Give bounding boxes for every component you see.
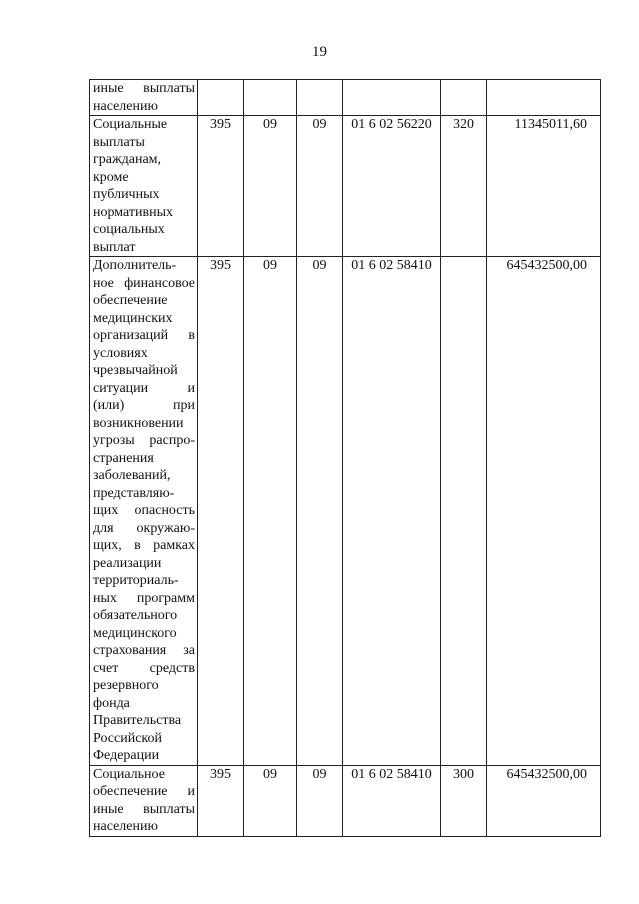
row-name-line: заболеваний,: [93, 468, 171, 483]
expense-type-cell: [441, 257, 487, 766]
target-cell: [343, 80, 441, 116]
page-number: 19: [312, 44, 327, 60]
row-name-line: Российской: [93, 730, 162, 746]
row-name-line: организаций в: [93, 328, 195, 343]
row-name-cell: [90, 257, 198, 766]
row-name-line: населению: [93, 819, 158, 834]
section-cell: 09: [244, 765, 297, 836]
row-name-line: социальных: [93, 222, 165, 237]
row-name-cell: [90, 116, 198, 257]
amount-cell: [487, 80, 601, 116]
row-name-line: угрозы распро-: [93, 433, 195, 448]
code-cell: 395: [198, 765, 244, 836]
section-cell: [244, 80, 297, 116]
row-name-line: Федерации: [93, 748, 160, 763]
expense-type-cell: 320: [441, 116, 487, 257]
table-row: [90, 257, 601, 766]
code-cell: [198, 80, 244, 116]
code-cell: 395: [198, 257, 244, 766]
row-name-line: нормативных: [93, 204, 174, 220]
row-name-line: страхования за: [93, 643, 195, 658]
row-name-line: резервного: [93, 678, 159, 693]
table-body: [90, 80, 601, 837]
row-name-line: выплат: [93, 239, 136, 255]
row-name-line: медицинских: [93, 310, 173, 326]
row-name-line: публичных: [93, 187, 160, 202]
subsection-cell: 09: [297, 257, 343, 766]
row-name-line: счет средств: [93, 660, 195, 676]
row-name-line: кроме: [93, 169, 129, 185]
row-name-line: Социальное: [93, 766, 165, 782]
amount-cell: 645432500,00: [487, 765, 601, 836]
subsection-cell: 09: [297, 116, 343, 257]
row-name-line: фонда: [93, 695, 130, 711]
row-name-cell: [90, 80, 198, 116]
row-name-line: медицинского: [93, 625, 177, 641]
row-name-line: Социальные: [93, 117, 168, 132]
row-name-line: щих опасность: [93, 503, 195, 518]
table-row: [90, 80, 601, 116]
target-cell: 01 6 02 56220: [343, 116, 441, 257]
row-name-line: Дополнитель-: [93, 258, 177, 273]
section-cell: 09: [244, 116, 297, 257]
expense-type-cell: 300: [441, 765, 487, 836]
row-name-line: иные выплаты: [93, 801, 195, 817]
row-name-line: представляю-: [93, 485, 175, 501]
row-name-line: странения: [93, 450, 154, 466]
row-name-line: выплаты: [93, 134, 145, 150]
row-name-line: реализации: [93, 555, 162, 571]
target-cell: 01 6 02 58410: [343, 257, 441, 766]
row-name-line: возникновении: [93, 415, 184, 431]
row-name-line: иные выплаты: [93, 81, 195, 96]
row-name-line: ное финансовое: [93, 275, 195, 291]
table-row: [90, 116, 601, 257]
row-name-line: чрезвычайной: [93, 363, 178, 378]
subsection-cell: [297, 80, 343, 116]
table-row: [90, 765, 601, 836]
row-name-line: обеспечение и: [93, 784, 195, 799]
row-name-line: Правительства: [93, 713, 182, 728]
row-name-cell: [90, 765, 198, 836]
row-name-line: (или) при: [93, 398, 195, 413]
budget-table: [89, 79, 601, 837]
row-name-line: для окружаю-: [93, 520, 195, 536]
row-name-line: ных программ: [93, 590, 195, 606]
row-name-line: территориаль-: [93, 573, 179, 588]
row-name-line: ситуации и: [93, 380, 195, 396]
row-name-line: условиях: [93, 345, 148, 361]
code-cell: 395: [198, 116, 244, 257]
amount-cell: 11345011,60: [487, 116, 601, 257]
row-name-line: щих, в рамках: [93, 538, 195, 553]
expense-type-cell: [441, 80, 487, 116]
amount-cell: 645432500,00: [487, 257, 601, 766]
row-name-line: гражданам,: [93, 152, 162, 167]
subsection-cell: 09: [297, 765, 343, 836]
row-name-line: обеспечение: [93, 293, 168, 308]
row-name-line: обязательного: [93, 608, 178, 623]
target-cell: 01 6 02 58410: [343, 765, 441, 836]
row-name-line: населению: [93, 98, 158, 114]
section-cell: 09: [244, 257, 297, 766]
